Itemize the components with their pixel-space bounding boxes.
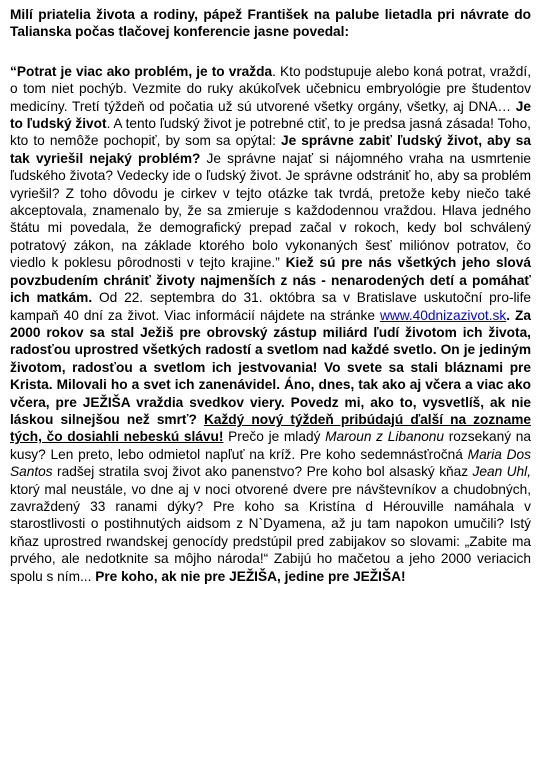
italic-name: Jean Uhl,	[472, 464, 532, 480]
bold-exhortation: Kiež sú pre nás všetkých jeho slová povzbudením chrániť životy najmenších z nás - nenarodených detí a pomáhať ich matkám.	[10, 255, 531, 306]
bold-question: Je správne zabiť ľudský život, aby sa tak vyriešil nejaký problém?	[10, 133, 531, 166]
body-text: . Kto podstupuje alebo koná potrat, vraždí, o tom niet pochýb. Vezmite do ruky akúkoľvek učebnicu embryológie pre študentov medicíny. Tretí týždeň od počatia už sú utvorené všetky orgány, všetky, aj DNA…	[10, 63, 531, 114]
body-text: rozsekaný na kusy? Len preto, lebo odmietol napľuť na kríž. Pre koho sedemnásťročná	[10, 429, 532, 462]
body-text: Od 22. septembra do 31. októbra sa v Bratislave uskutoční pro-life kampaň 40 dní za život. Viac informácií nájdete na stránke	[10, 290, 531, 323]
bold-underlined-sentence: Každý nový týždeň pribúdajú ďalší na zozname tých, čo dosiahli nebeskú slávu!	[10, 411, 531, 445]
quote-opening-bold: “Potrat je viac ako problém, je to vražda	[10, 63, 273, 79]
body-text: Prečo je mladý	[223, 429, 326, 445]
intro-paragraph: Milí priatelia života a rodiny, pápež František na palube lietadla pri návrate do Talianska počas tlačovej konferencie jasne povedal:	[10, 7, 531, 40]
body-paragraph	[10, 63, 531, 585]
body-text: . A tento ľudský život je potrebné ctiť, to je predsa jasná zásada! Toho, kto to nemôže pochopiť, by som sa opýtal:	[10, 116, 531, 149]
body-text: radšej stratila svoj život ako panenstvo? Pre koho bol alsaský kňaz	[52, 464, 473, 480]
italic-name: Maria Dos Santos	[10, 446, 531, 480]
body-text: Je správne najať si nájomného vraha na usmrtenie ľudského života? Vedecky ide o ľudský život. Je správne odstrániť ho, aby sa problém vyriešil? Z toho dôvodu je cirkev v tejto otázke tak tvrdá, pretože keby niečo také akceptovala, znamenalo by, že sa zmieruje s každodennou vraždou. Hlava jedného štátu mi povedala, že demografický prepad začal v rokoch, kedy bol schválený potratový zákon, na základe ktorého bolo vykonaných šesť miliónov potratov, čo viedlo k poklesu pôrodnosti v tejto krajine.”	[10, 150, 531, 271]
body-text: ktorý mal neustále, vo dne aj v noci otvorené dvere pre návštevníkov a chudobných, zavraždený 33 ranami dýky? Pre koho sa Kristína d Hérouville namáhala v starostlivosti o postihnutých aidsom z N`Dyamena, až ju tam napokon umučili? Istý kňaz uprostred rwandskej genocídy predstúpil pred zabijakov so slovami: „Zabite ma prvého, ale nedotknite sa môjho národa!“ Zabijú ho mačetou a jeho 2000 veriacich spolu s ním...	[10, 481, 531, 584]
bold-closing-line: Pre koho, ak nie pre JEŽIŠA, jedine pre JEŽIŠA!	[95, 568, 406, 584]
bold-passage: . Za 2000 rokov sa stal Ježiš pre obrovský zástup miliárd ľudí životom ich života, radosťou uprostred všetkých radostí a svetlom nad každé svetlo. On je jediným životom, radosťou a svetlom ich jestvovania! Vo svete sa stali bláznami pre Krista. Milovali ho a svet ich zanenávidel. Áno, dnes, tak ako aj včera a viac ako včera, pre JEŽIŠA vraždia svedkov viery. Povedz mi, ako to, vysvetlíš, ak nie láskou silnejšou než smrť?	[10, 307, 531, 427]
italic-name: Maroun z Libanonu	[325, 429, 445, 445]
bold-phrase: Je to ľudský život	[10, 98, 531, 132]
campaign-website-link[interactable]: www.40dnizazivot.sk	[379, 307, 507, 323]
